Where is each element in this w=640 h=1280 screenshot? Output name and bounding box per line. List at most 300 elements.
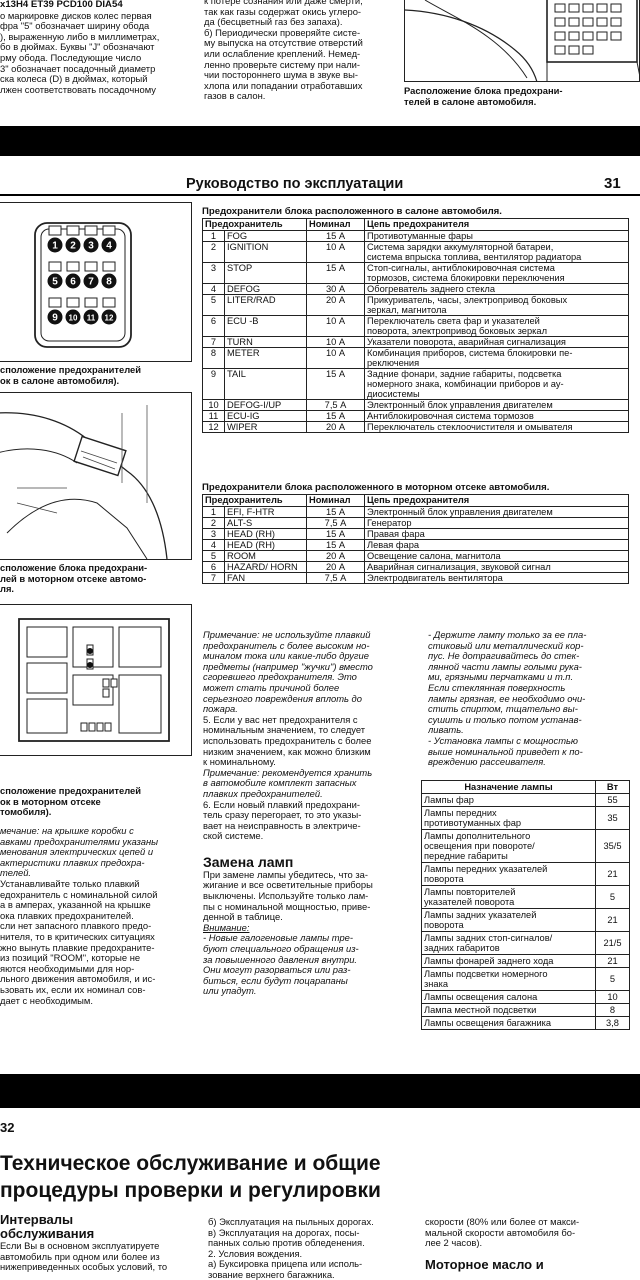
circuit-line: номерного знака, комбинации приборов и ау- (367, 379, 564, 389)
text-line: ока плавких предохранителей. (0, 910, 134, 921)
fuse-number: 12 (104, 313, 114, 323)
table-row (422, 932, 630, 955)
col-header-circuit: Цепь предохранителя (365, 495, 629, 507)
fuse-circuit-cell (365, 263, 629, 284)
fuse-circuit-cell (365, 337, 629, 348)
text-line: ска колеса (D) в дюймах, который (0, 74, 148, 85)
text-line: телей. (0, 868, 32, 879)
table-row (203, 295, 629, 316)
fuse-rating-note (203, 630, 413, 715)
text-line: газов в салон. (204, 91, 266, 102)
cabin-fusebox-caption: Расположение блока предохрани- телей в салоне автомобиля. (404, 86, 563, 107)
table-row (422, 909, 630, 932)
fuse-rating-cell: 20 А (307, 295, 365, 316)
fuse-rating-cell: 10 А (307, 316, 365, 337)
middle-column-text (203, 630, 413, 997)
lamp-name-line: Лампы фонарей заднего хода (424, 956, 554, 966)
circuit-line: Противотуманные фары (367, 231, 473, 241)
text-line: зование верхнего багажника. (208, 1269, 335, 1280)
fuse-number-cell: 12 (203, 422, 225, 433)
exhaust-warning-text (204, 0, 400, 102)
cabin-fuse-caption: сположение предохранителей ок в салоне автомобиля). (0, 365, 142, 386)
fuse-slot (85, 262, 97, 271)
circuit-line: Генератор (367, 518, 412, 528)
table-row (422, 991, 630, 1004)
table-row (203, 507, 629, 518)
circuit-line: Электронный блок управления двигателем (367, 400, 553, 410)
lamp-name-line: Лампы передних указателей (424, 864, 548, 874)
fuse-name-cell: IGNITION (225, 242, 307, 263)
text-line: тель сразу перегорает, то это указы- (203, 810, 362, 821)
table-row (422, 830, 630, 863)
text-line: мечание: на крышке коробки с (0, 826, 134, 836)
text-line: о маркировке дисков колес первая (0, 10, 152, 21)
fuse-name-cell: ROOM (225, 551, 307, 562)
table-row (203, 231, 629, 242)
spare-fuses-note (203, 768, 413, 800)
text-line: едохранитель с номинальной силой (0, 889, 158, 900)
fuse-number: 6 (70, 276, 76, 288)
fuse-rating-cell: 10 А (307, 242, 365, 263)
page32-col3 (425, 1217, 637, 1272)
fuse-circuit-cell (365, 562, 629, 573)
text-line: пы с номинальной мощностью, приве- (203, 901, 371, 912)
table-row (203, 518, 629, 529)
lamp-name-cell (422, 830, 596, 863)
fuse-name-cell: TAIL (225, 369, 307, 400)
table-header-row (203, 495, 629, 507)
fuse-circuit-cell (365, 242, 629, 263)
text-line: в) Эксплуатация на дорогах, посы- (208, 1227, 360, 1238)
circuit-line: Стоп-сигналы, антиблокировочная система (367, 263, 555, 273)
fuse-rating-cell: 7,5 А (307, 573, 365, 584)
lamp-name-cell (422, 1017, 596, 1030)
fuse-circuit-cell (365, 529, 629, 540)
fuse-rating-cell: 20 А (307, 551, 365, 562)
engine-oil-heading: Моторное масло и (425, 1256, 544, 1272)
lamp-name-line: Лампы задних указателей (424, 910, 537, 920)
text-line: рму обода. Последующие число (0, 52, 142, 63)
fuse-name-cell: EFI, F-HTR (225, 507, 307, 518)
table-header-row (203, 219, 629, 231)
table-row (203, 529, 629, 540)
circuit-line: Комбинация приборов, система блокировки пе- (367, 348, 573, 358)
fuse-slot (49, 226, 61, 235)
col-header-watts: Вт (596, 781, 630, 794)
circuit-line: система впрыска топлива, вентилятор радиатора (367, 252, 582, 262)
fuse-name-cell: ECU-IG (225, 411, 307, 422)
lamp-name-line: Лампы подсветки номерного (424, 969, 548, 979)
text-line: 5. Если у вас нет предохранителя с (203, 714, 358, 725)
fuse-circuit-cell (365, 369, 629, 400)
fuse-number: 5 (52, 276, 58, 288)
table-row (203, 562, 629, 573)
fuse-slot (103, 298, 115, 307)
text-line: чии постороннего шума в звуке вы- (204, 70, 358, 81)
fuse-circuit-cell (365, 284, 629, 295)
circuit-line: зеркал, магнитола (367, 305, 447, 315)
fuse-name-cell: TURN (225, 337, 307, 348)
fuse-slot (67, 298, 79, 307)
fuse-slot (85, 298, 97, 307)
fuse-number-cell: 5 (203, 295, 225, 316)
text-line: сли нет запасного плавкого предо- (0, 921, 152, 932)
fuse-rating-cell: 7,5 А (307, 518, 365, 529)
text-line: из позиций "ROOM", которые не (0, 953, 141, 964)
table-row (422, 1004, 630, 1017)
attention-text (203, 933, 413, 997)
page-divider-bottom (0, 1074, 640, 1108)
fuse-rating-cell: 30 А (307, 284, 365, 295)
lamp-name-cell (422, 807, 596, 830)
circuit-line: Антиблокировочная система тормозов (367, 411, 534, 421)
fuse-name-cell: STOP (225, 263, 307, 284)
item-5-text (203, 715, 413, 768)
lamps-heading: Замена ламп (203, 853, 294, 870)
cabin-fusebox-drawing (405, 0, 640, 82)
page32-col2 (208, 1217, 413, 1280)
table-row (203, 369, 629, 400)
text-line: низким значением, как можно близким (203, 746, 371, 757)
text-line: лянной части лампы голыми рука- (428, 661, 582, 672)
text-line: биться, если будут поцарапаны (203, 975, 348, 986)
text-line: ленно проверьте систему при нали- (204, 59, 361, 70)
text-line: б) Эксплуатация на пыльных дорогах. (208, 1217, 374, 1227)
lamp-name-line: задних габаритов (424, 943, 500, 953)
text-line: Примечание: не используйте плавкий (203, 630, 371, 640)
lamp-name-line: Лампы освещения салона (424, 992, 538, 1002)
fuse-number: 9 (52, 312, 58, 324)
fuse-number-cell: 6 (203, 562, 225, 573)
circuit-line: Указатели поворота, аварийная сигнализация (367, 337, 566, 347)
lamp-watts-cell: 5 (596, 968, 630, 991)
text-line: хлопа или попадании отработавших (204, 80, 363, 91)
fuse-number-cell: 1 (203, 507, 225, 518)
text-line: ливать. (428, 725, 464, 736)
text-line: Примечание: рекомендуется хранить (203, 767, 373, 778)
left-note (0, 826, 196, 879)
lamps-intro-text (203, 870, 413, 923)
fuse-rating-cell: 10 А (307, 337, 365, 348)
cabin-fuse-table (202, 218, 629, 433)
cabin-fusebox-figure (404, 0, 640, 82)
text-line: ), выраженную либо в миллиметрах, (0, 31, 160, 42)
text-line: При замене лампы убедитесь, что за- (203, 869, 368, 880)
text-line: - Новые галогеновые лампы тре- (203, 933, 354, 944)
text-line: льного движения автомобиля, и ис- (0, 974, 156, 985)
engine-block-location-drawing (0, 393, 191, 559)
fuse-rating-cell: 15 А (307, 369, 365, 400)
lamp-power-table (421, 780, 630, 1030)
circuit-line: реключения (367, 358, 420, 368)
fuse-name-cell: METER (225, 348, 307, 369)
fuse-name-cell: DEFOG (225, 284, 307, 295)
lamp-name-cell (422, 794, 596, 807)
text-line: му выпуска на отсутствие отверстий (204, 38, 363, 49)
fuse-number-cell: 7 (203, 573, 225, 584)
lamp-name-cell (422, 968, 596, 991)
fuse-number-cell: 9 (203, 369, 225, 400)
lamp-watts-cell: 21 (596, 863, 630, 886)
lamp-watts-cell: 35/5 (596, 830, 630, 863)
fuse-circuit-cell (365, 507, 629, 518)
engine-fuse-caption: сположение предохранителей ок в моторном отсеке томобиля). (0, 786, 142, 817)
text-line: а) Буксировка прицепа или исполь- (208, 1259, 363, 1270)
col-header-fuse: Предохранитель (203, 495, 307, 507)
lamp-watts-cell: 21 (596, 955, 630, 968)
fuse-circuit-cell (365, 400, 629, 411)
fuse-number-cell: 1 (203, 231, 225, 242)
text-line: лжен соответствовать посадочному (0, 84, 156, 95)
fuse-number-cell: 7 (203, 337, 225, 348)
lamp-name-line: Лампы передних (424, 808, 497, 818)
lamp-watts-cell: 55 (596, 794, 630, 807)
table-row (422, 955, 630, 968)
engine-fuse-table (202, 494, 629, 584)
fuse-number-cell: 4 (203, 540, 225, 551)
lamp-name-line: поворота (424, 874, 464, 884)
fuse-slot (103, 226, 115, 235)
text-line: ской системе. (203, 831, 264, 842)
fuse-number-cell: 11 (203, 411, 225, 422)
text-line: выше номинальной приведет к по- (428, 746, 583, 757)
engine-fuse-table-title: Предохранители блока расположенного в моторном отсеке автомобиля. (202, 482, 550, 493)
table-row (422, 1017, 630, 1030)
fuse-rating-cell: 15 А (307, 507, 365, 518)
fuse-name-cell: ALT-S (225, 518, 307, 529)
lamp-name-line: Лампы освещения багажника (424, 1018, 552, 1028)
text-line: пожара. (203, 704, 238, 715)
fuse-rating-cell: 7,5 А (307, 400, 365, 411)
text-line: сгоревшего предохранителя. Это (203, 672, 357, 683)
fuse-number-cell: 5 (203, 551, 225, 562)
fuse-rating-cell: 15 А (307, 540, 365, 551)
fuse-number: 2 (70, 240, 76, 252)
text-line: жно вынуть плавкие предохраните- (0, 942, 155, 953)
text-line: или ослабление креплений. Немед- (204, 48, 361, 59)
table-row (203, 284, 629, 295)
lamp-name-line: указателей поворота (424, 897, 515, 907)
lamp-name-cell (422, 863, 596, 886)
text-line: стить спиртом, тщательно вы- (428, 704, 578, 715)
circuit-line: Электронный блок управления двигателем (367, 507, 553, 517)
left-instructions (0, 879, 196, 1006)
fuse-circuit-cell (365, 316, 629, 337)
text-line: скорости (80% или более от макси- (425, 1217, 580, 1227)
lamp-name-line: Лампы фар (424, 795, 474, 805)
table-row (203, 400, 629, 411)
text-line: так как газы содержат окись углеро- (204, 6, 362, 17)
fuse-rating-cell: 15 А (307, 263, 365, 284)
fuse-circuit-cell (365, 295, 629, 316)
text-line: предметы (например "жучки") вместо (203, 661, 373, 672)
right-column-text (428, 630, 638, 768)
fuse-number: 10 (68, 313, 78, 323)
fuse-number-cell: 8 (203, 348, 225, 369)
fuse-slot (67, 262, 79, 271)
table-row (203, 337, 629, 348)
fuse-number: 7 (88, 276, 94, 288)
table-row (422, 968, 630, 991)
lamp-name-cell (422, 955, 596, 968)
text-line: использовать предохранитель с более (203, 735, 372, 746)
circuit-line: Правая фара (367, 529, 425, 539)
fuse-number-cell: 10 (203, 400, 225, 411)
text-line: актеристики плавких предохра- (0, 857, 145, 868)
conditions-text (208, 1217, 413, 1280)
fuse-name-cell: FAN (225, 573, 307, 584)
text-line: Устанавливайте только плавкий (0, 878, 140, 889)
text-line: 3" обозначает посадочный диаметр (0, 63, 156, 74)
fuse-circuit-cell (365, 540, 629, 551)
text-line: яются необходимыми для нор- (0, 963, 135, 974)
lamp-name-cell (422, 932, 596, 955)
table-row (203, 348, 629, 369)
intervals-text (0, 1241, 205, 1273)
page32-number: 32 (0, 1120, 15, 1135)
lamp-name-line: освещения при повороте/ (424, 841, 535, 851)
table-row (422, 863, 630, 886)
lamp-name-cell (422, 909, 596, 932)
fuse-name-cell: FOG (225, 231, 307, 242)
text-line: мальной скорости автомобиля бо- (425, 1227, 576, 1238)
circuit-line: Левая фара (367, 540, 420, 550)
lamp-name-line: Лампы задних стоп-сигналов/ (424, 933, 553, 943)
fuse-name-cell: DEFOG-I/UP (225, 400, 307, 411)
engine-fuse-box-figure (0, 604, 192, 756)
lamp-watts-cell: 3,8 (596, 1017, 630, 1030)
text-line: а в амперах, указанной на крышке (0, 900, 151, 911)
fuse-name-cell: HEAD (RH) (225, 540, 307, 551)
col-header-fuse: Предохранитель (203, 219, 307, 231)
circuit-line: диосистемы (367, 389, 420, 399)
fuse-number-cell: 2 (203, 518, 225, 529)
circuit-line: Обогреватель заднего стекла (367, 284, 495, 294)
fuse-circuit-cell (365, 231, 629, 242)
text-line: или упадут. (203, 986, 257, 997)
circuit-line: Электродвигатель вентилятора (367, 573, 503, 583)
table-row (203, 263, 629, 284)
text-line: лее 2 часов). (425, 1238, 483, 1249)
text-line: Если стеклянная поверхность (428, 682, 566, 693)
fuse-rating-cell: 15 А (307, 231, 365, 242)
table-row (422, 886, 630, 909)
fuse-rating-cell: 15 А (307, 411, 365, 422)
fuse-number-cell: 3 (203, 529, 225, 540)
lamp-watts-cell: 10 (596, 991, 630, 1004)
text-line: номинальным значением, то следует (203, 725, 366, 736)
text-line: пус. Не дотрагивайтесь до стек- (428, 651, 580, 662)
page32-col1: Интервалы обслуживания Если Вы в основном эксплуатируете автомобиль при одном или более из нижеприведенных особых условий, то (0, 1213, 205, 1273)
text-line: - Держите лампу только за ее пла- (428, 630, 587, 640)
text-line: сушить и только потом устанав- (428, 714, 582, 725)
fuse-number-cell: 4 (203, 284, 225, 295)
wheel-marking-text (0, 11, 200, 96)
engine-block-caption: сположение блока предохрани- лей в моторном отсеке автомо- ля. (0, 563, 148, 594)
text-line: стиковый или металлический кор- (428, 640, 584, 651)
text-line: да (бесцветный газ без запаха). (204, 17, 343, 28)
table-row (203, 411, 629, 422)
table-row (203, 540, 629, 551)
lamp-name-line: Лампы дополнительного (424, 831, 531, 841)
fuse-name-cell: ECU -B (225, 316, 307, 337)
fuse-number: 3 (88, 240, 94, 252)
page31-title: Руководство по эксплуатации (186, 176, 404, 192)
col-header-lamp: Назначение лампы (422, 781, 596, 794)
text-line: денной в таблице. (203, 912, 283, 923)
fuse-slot (49, 262, 61, 271)
text-line: 2. Условия вождения. (208, 1248, 303, 1259)
col-header-rating: Номинал (307, 495, 365, 507)
table-row (422, 807, 630, 830)
text-line: фра "5" обозначает ширину обода (0, 21, 150, 32)
cabin-fuse-panel-figure (0, 202, 192, 362)
circuit-line: Система зарядки аккумуляторной батареи, (367, 242, 554, 252)
lamp-watts-cell: 35 (596, 807, 630, 830)
fuse-circuit-cell (365, 411, 629, 422)
fuse-circuit-cell (365, 573, 629, 584)
top-left-column (0, 0, 200, 95)
text-line: Они могут разорваться или раз- (203, 965, 351, 976)
lamp-name-cell (422, 1004, 596, 1017)
fuse-number-cell: 2 (203, 242, 225, 263)
lamp-watts-cell: 8 (596, 1004, 630, 1017)
text-line: панных солью против обледенения. (208, 1238, 365, 1249)
table-row (203, 422, 629, 433)
fuse-number: 11 (86, 313, 96, 323)
fuse-name-cell: WIPER (225, 422, 307, 433)
item-6-text (203, 800, 413, 842)
fuse-circuit-cell (365, 422, 629, 433)
fuse-rating-cell: 10 А (307, 348, 365, 369)
left-column-text (0, 826, 196, 1006)
text-line: авками предохранителями указаны (0, 836, 159, 847)
text-line: буют специального обращения из- (203, 944, 359, 955)
fuse-number-cell: 6 (203, 316, 225, 337)
circuit-line: Переключатель света фар и указателей (367, 316, 540, 326)
text-line: лампы грязная, ее необходимо очи- (428, 693, 586, 704)
lamp-name-line: противотуманных фар (424, 818, 522, 828)
text-line: за повышенного давления внутри. (203, 954, 358, 965)
text-line: вреждению рассеивателя. (428, 757, 546, 768)
page-divider-top (0, 126, 640, 156)
cabin-fuse-panel-drawing (0, 203, 191, 361)
cabin-fuse-table-title: Предохранители блока расположенного в салоне автомобиля. (202, 206, 502, 217)
lamp-handling-text (428, 630, 638, 768)
circuit-line: Переключатель стеклоочистителя и омывателя (367, 422, 573, 432)
text-line: 6. Если новый плавкий предохрани- (203, 799, 360, 810)
fuse-name-cell: HAZARD/ HORN (225, 562, 307, 573)
fuse-rating-cell: 15 А (307, 529, 365, 540)
lamp-watts-cell: 21/5 (596, 932, 630, 955)
col-header-rating: Номинал (307, 219, 365, 231)
page31-number: 31 (604, 175, 621, 192)
text-line: нижеприведенных особых условий, то (0, 1262, 168, 1273)
engine-fuse-section (202, 482, 634, 584)
fuse-slot (67, 226, 79, 235)
text-line: предохранитель с более высоким но- (203, 640, 370, 651)
col-header-circuit: Цепь предохранителя (365, 219, 629, 231)
text-line: ьзовать их, если их номинал сов- (0, 984, 146, 995)
fuse-number: 8 (106, 276, 112, 288)
circuit-line: Освещение салона, магнитола (367, 551, 501, 561)
text-line: жигание и все осветительные приборы (203, 880, 373, 891)
text-line: к номинальному. (203, 757, 276, 768)
fuse-slot (85, 226, 97, 235)
text-line: выключены. Используйте только лам- (203, 891, 369, 902)
text-line: миналом тока или какие-либо другие (203, 651, 369, 662)
text-line: менования электрических цепей и (0, 847, 154, 858)
